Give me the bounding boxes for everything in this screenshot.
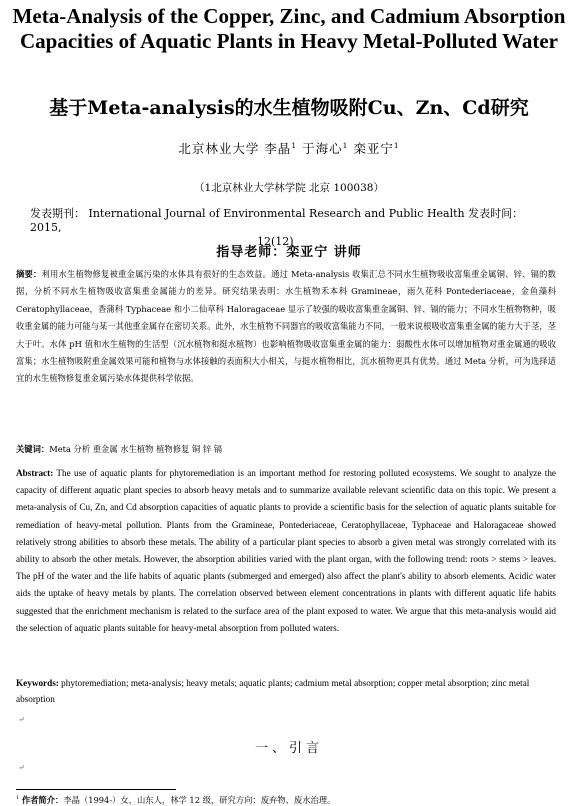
advisor-line: 指导老师：栾亚宁 讲师 xyxy=(216,245,362,260)
chinese-title: 基于Meta-analysis的水生植物吸附Cu、Zn、Cd研究 xyxy=(49,97,529,119)
keywords-chinese xyxy=(16,442,556,456)
pub-time-volume: 12(12) xyxy=(257,235,294,248)
abstract-en-label: Abstract: xyxy=(16,468,54,478)
affiliation: （1北京林业大学林学院 北京 100038） xyxy=(194,182,384,194)
footnote xyxy=(16,792,556,806)
abstract-en-text: The use of aquatic plants for phytoremediation is an important method for restoring polluted ecosystems. We sought to analyze the capacity of different aquatic plant species to absorb heavy metals and to summarize available relevant scientific data on this topic. We present a meta-analysis of Cu, Zn, and Cd absorption capacities of aquatic plants to provide a scientific basis for the selection of aquatic plants suitable for remediation of heavy-metal pollution. Plants from the Gramineae, Pontederiaceae, Ceratophyllaceae, Typhaceae and Haloragaceae showed relatively strong abilities to absorb these metals. The ability of a particular plant species to absorb a given metal was strongly correlated with its ability to absorb the other metals. However, the absorption abilities varied with the plant organ, with the following trend: roots > stems > leaves. The pH of the water and the life habits of aquatic plants (submerged and emerged) also affect the plant's ability to absorb elements. Acidic water aids the uptake of heavy metals by plants. The correlation observed between element concentrations in plants with different aquatic life habits suggested that the enrichment mechanism is related to the surface area of the plant exposed to water. We argue that this meta-analysis would aid the selection of aquatic plants suitable for heavy-metal absorption from polluted waters. xyxy=(16,468,556,633)
journal-label: 发表期刊： xyxy=(30,207,85,220)
footnote-mark: 1 xyxy=(16,795,20,801)
author-2-affil-mark: 1 xyxy=(342,140,349,150)
author-3: 栾亚宁 xyxy=(353,141,394,156)
paragraph-mark: ↵ xyxy=(18,715,25,724)
footnote-label: 作者简介： xyxy=(21,794,64,805)
pub-time-label: 发表时间：2015, xyxy=(30,207,524,234)
keywords-cn-label: 关键词： xyxy=(16,444,50,454)
keywords-english xyxy=(16,675,556,707)
keywords-cn-text: Meta 分析 重金属 水生植物 植物修复 铜 锌 镉 xyxy=(49,444,223,454)
footnote-text: 李晶（1994-）女，山东人，林学 12 级，研究方向：废弃物、废水治理。 xyxy=(63,794,336,805)
author-3-affil-mark: 1 xyxy=(393,140,400,150)
abstract-english xyxy=(16,465,556,637)
keywords-en-label: Keywords: xyxy=(16,678,59,688)
abstract-cn-label: 摘要： xyxy=(16,269,42,279)
english-title: Meta-Analysis of the Copper, Zinc, and Cadmium Absorption Capacities of Aquatic Plants in Heavy Metal-Polluted Water xyxy=(12,4,566,53)
author-1: 北京林业大学 李晶 xyxy=(178,141,292,156)
footnote-divider xyxy=(16,789,176,790)
section-heading: 一、引言 xyxy=(254,741,323,756)
paragraph-mark: ↵ xyxy=(18,763,25,772)
abstract-cn-text: 利用水生植物修复被重金属污染的水体具有很好的生态效益。通过 Meta-analysis 收集汇总不同水生植物吸收富集重金属铜、锌、镉的数据，分析不同水生植物吸收富集重金属能力的差异。研究结果表明：水生植物禾本科 Gramineae，雨久花科 Pontederiaceae，金鱼藻科 Ceratophyllaceae，香蒲科 Typhaceae 和小二仙草科 Haloragaceae 显示了较强的吸收富集重金属铜、锌、镉的能力；不同水生植物物种，吸收重金属的能力可能与某一其他重金属存在密切关系。此外，水生植物不同器官的吸收富集能力不同，一般来说根吸收富集重金属的能力大于茎，茎大于叶。水体 pH 值和水生植物的生活型（沉水植物和挺水植物）也影响植物吸收富集重金属的能力：弱酸性水体可以增加植物对重金属通的吸收富集；水生植物吸附重金属效果可能和植物与水体接触的表面积大小相关，与挺水植物相比，沉水植物更具有优势。通过 Meta 分析，可为选择适宜的水生植物修复重金属污染水体提供科学依据。 xyxy=(16,269,556,384)
author-2: 于海心 xyxy=(302,141,343,156)
journal-name: International Journal of Environmental Research and Public Health xyxy=(88,207,465,220)
author-1-affil-mark: 1 xyxy=(291,140,298,150)
author-line xyxy=(12,139,566,157)
keywords-en-text: phytoremediation; meta-analysis; heavy metals; aquatic plants; cadmium metal absorption; copper metal absorption; zinc metal absorption xyxy=(16,678,530,704)
abstract-chinese xyxy=(16,266,556,388)
